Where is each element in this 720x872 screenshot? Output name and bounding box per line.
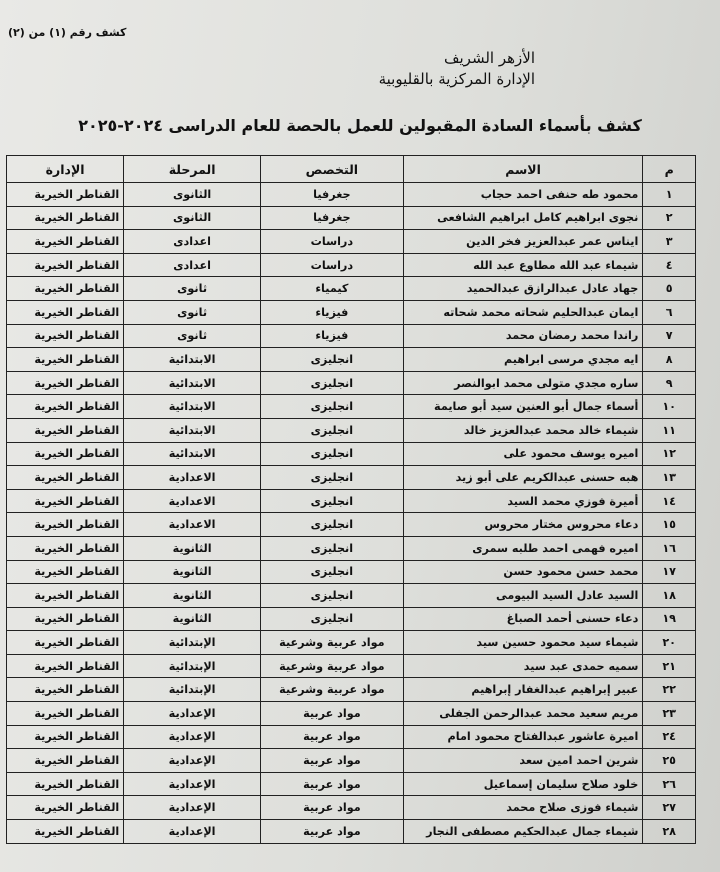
row-name: السيد عادل السيد البيومى bbox=[403, 584, 643, 608]
row-name: اميرة عاشور عبدالفتاح محمود امام bbox=[403, 725, 643, 749]
row-administration: القناطر الخيرية bbox=[7, 749, 124, 773]
table-row bbox=[7, 584, 696, 608]
row-administration: القناطر الخيرية bbox=[7, 230, 124, 254]
row-specialty: انجليزى bbox=[260, 466, 403, 490]
row-stage: الاعدادية bbox=[124, 513, 261, 537]
row-name: خلود صلاح سليمان إسماعيل bbox=[403, 772, 643, 796]
row-specialty: دراسات bbox=[260, 253, 403, 277]
row-stage: الثانوية bbox=[124, 560, 261, 584]
row-number: ٢٣ bbox=[643, 702, 696, 726]
row-name: أسماء جمال أبو العنين سيد أبو صايمة bbox=[403, 395, 643, 419]
row-number: ١٨ bbox=[643, 584, 696, 608]
row-stage: الإبتدائية bbox=[124, 631, 261, 655]
table-row bbox=[7, 395, 696, 419]
row-specialty: انجليزى bbox=[260, 584, 403, 608]
row-number: ٦ bbox=[643, 300, 696, 324]
row-name: ايه مجدي مرسى ابراهيم bbox=[403, 348, 643, 372]
row-name: هبه حسنى عبدالكريم على أبو زيد bbox=[403, 466, 643, 490]
row-name: مريم سعيد محمد عبدالرحمن الجفلى bbox=[403, 702, 643, 726]
row-administration: القناطر الخيرية bbox=[7, 725, 124, 749]
row-administration: القناطر الخيرية bbox=[7, 820, 124, 844]
row-name: نجوى ابراهيم كامل ابراهيم الشافعى bbox=[403, 206, 643, 230]
row-name: ايناس عمر عبدالعزيز فخر الدين bbox=[403, 230, 643, 254]
row-name: اميره فهمى احمد طلبه سمرى bbox=[403, 536, 643, 560]
row-stage: الإعدادية bbox=[124, 796, 261, 820]
row-specialty: جغرفيا bbox=[260, 183, 403, 207]
row-stage: الثانوى bbox=[124, 206, 261, 230]
table-row bbox=[7, 513, 696, 537]
row-name: دعاء محروس مختار محروس bbox=[403, 513, 643, 537]
row-stage: الثانوى bbox=[124, 183, 261, 207]
table-row bbox=[7, 560, 696, 584]
row-number: ٢٥ bbox=[643, 749, 696, 773]
table-row bbox=[7, 253, 696, 277]
roster-table bbox=[6, 155, 696, 844]
row-number: ٨ bbox=[643, 348, 696, 372]
header-specialty: التخصص bbox=[260, 156, 403, 183]
row-stage: الإعدادية bbox=[124, 820, 261, 844]
table-row bbox=[7, 206, 696, 230]
row-specialty: انجليزى bbox=[260, 536, 403, 560]
table-row bbox=[7, 725, 696, 749]
row-specialty: انجليزى bbox=[260, 513, 403, 537]
row-administration: القناطر الخيرية bbox=[7, 206, 124, 230]
row-stage: ثانوى bbox=[124, 300, 261, 324]
row-administration: القناطر الخيرية bbox=[7, 654, 124, 678]
row-specialty: مواد عربية bbox=[260, 772, 403, 796]
row-number: ١٩ bbox=[643, 607, 696, 631]
row-stage: الإعدادية bbox=[124, 702, 261, 726]
row-number: ٥ bbox=[643, 277, 696, 301]
header-administration: الإدارة bbox=[7, 156, 124, 183]
row-stage: الاعدادية bbox=[124, 466, 261, 490]
table-row bbox=[7, 371, 696, 395]
table-row bbox=[7, 772, 696, 796]
row-specialty: انجليزى bbox=[260, 442, 403, 466]
organization-header bbox=[379, 48, 535, 90]
table-header-row bbox=[7, 156, 696, 183]
row-name: جهاد عادل عبدالرازق عبدالحميد bbox=[403, 277, 643, 301]
row-administration: القناطر الخيرية bbox=[7, 772, 124, 796]
row-specialty: دراسات bbox=[260, 230, 403, 254]
row-number: ٢٠ bbox=[643, 631, 696, 655]
row-number: ١٣ bbox=[643, 466, 696, 490]
row-stage: الابتدائية bbox=[124, 395, 261, 419]
table-body bbox=[7, 183, 696, 844]
row-administration: القناطر الخيرية bbox=[7, 442, 124, 466]
row-number: ١٠ bbox=[643, 395, 696, 419]
row-name: عبير إبراهيم عبدالغفار إبراهيم bbox=[403, 678, 643, 702]
row-stage: الإعدادية bbox=[124, 772, 261, 796]
row-specialty: مواد عربية bbox=[260, 725, 403, 749]
table-row bbox=[7, 631, 696, 655]
row-administration: القناطر الخيرية bbox=[7, 678, 124, 702]
row-stage: الابتدائية bbox=[124, 442, 261, 466]
table-row bbox=[7, 489, 696, 513]
row-administration: القناطر الخيرية bbox=[7, 395, 124, 419]
row-specialty: كيمياء bbox=[260, 277, 403, 301]
row-number: ٢٧ bbox=[643, 796, 696, 820]
table-row bbox=[7, 796, 696, 820]
row-name: سميه حمدى عبد سيد bbox=[403, 654, 643, 678]
row-specialty: مواد عربية وشرعية bbox=[260, 654, 403, 678]
table-row bbox=[7, 749, 696, 773]
row-specialty: مواد عربية bbox=[260, 820, 403, 844]
row-stage: الثانوية bbox=[124, 536, 261, 560]
table-row bbox=[7, 536, 696, 560]
row-administration: القناطر الخيرية bbox=[7, 466, 124, 490]
row-stage: ثانوى bbox=[124, 277, 261, 301]
table-row bbox=[7, 183, 696, 207]
row-name: شيماء جمال عبدالحكيم مصطفى النجار bbox=[403, 820, 643, 844]
table-row bbox=[7, 820, 696, 844]
table-row bbox=[7, 466, 696, 490]
row-administration: القناطر الخيرية bbox=[7, 253, 124, 277]
row-specialty: جغرفيا bbox=[260, 206, 403, 230]
table-row bbox=[7, 348, 696, 372]
row-name: ايمان عبدالحليم شحاته محمد شحاته bbox=[403, 300, 643, 324]
row-number: ٢ bbox=[643, 206, 696, 230]
row-stage: الابتدائية bbox=[124, 418, 261, 442]
row-specialty: انجليزى bbox=[260, 395, 403, 419]
row-number: ١٤ bbox=[643, 489, 696, 513]
row-number: ١١ bbox=[643, 418, 696, 442]
table-row bbox=[7, 230, 696, 254]
row-number: ٢٨ bbox=[643, 820, 696, 844]
table-row bbox=[7, 324, 696, 348]
row-specialty: انجليزى bbox=[260, 560, 403, 584]
row-specialty: انجليزى bbox=[260, 418, 403, 442]
row-administration: القناطر الخيرية bbox=[7, 300, 124, 324]
row-number: ٣ bbox=[643, 230, 696, 254]
row-name: شيماء عبد الله مطاوع عبد الله bbox=[403, 253, 643, 277]
row-name: شيماء خالد محمد عبدالعزيز خالد bbox=[403, 418, 643, 442]
table-row bbox=[7, 654, 696, 678]
header-name: الاسم bbox=[403, 156, 643, 183]
row-specialty: انجليزى bbox=[260, 371, 403, 395]
row-number: ٧ bbox=[643, 324, 696, 348]
row-specialty: مواد عربية bbox=[260, 749, 403, 773]
row-number: ٩ bbox=[643, 371, 696, 395]
sheet-number: كشف رقم (١) من (٢) bbox=[8, 26, 127, 39]
row-number: ٢٢ bbox=[643, 678, 696, 702]
table-row bbox=[7, 607, 696, 631]
row-stage: الابتدائية bbox=[124, 371, 261, 395]
row-specialty: انجليزى bbox=[260, 348, 403, 372]
row-administration: القناطر الخيرية bbox=[7, 277, 124, 301]
row-specialty: مواد عربية bbox=[260, 796, 403, 820]
row-stage: الثانوية bbox=[124, 584, 261, 608]
row-name: راندا محمد رمضان محمد bbox=[403, 324, 643, 348]
row-number: ٢٦ bbox=[643, 772, 696, 796]
row-number: ١٦ bbox=[643, 536, 696, 560]
row-administration: القناطر الخيرية bbox=[7, 489, 124, 513]
row-stage: اعدادى bbox=[124, 230, 261, 254]
row-specialty: فيزياء bbox=[260, 300, 403, 324]
row-number: ٤ bbox=[643, 253, 696, 277]
table-row bbox=[7, 442, 696, 466]
row-name: شيماء سيد محمود حسين سيد bbox=[403, 631, 643, 655]
row-name: أميرة فوزي محمد السيد bbox=[403, 489, 643, 513]
row-administration: القناطر الخيرية bbox=[7, 584, 124, 608]
row-stage: الإبتدائية bbox=[124, 678, 261, 702]
row-number: ١ bbox=[643, 183, 696, 207]
table-row bbox=[7, 702, 696, 726]
row-specialty: انجليزى bbox=[260, 489, 403, 513]
row-administration: القناطر الخيرية bbox=[7, 348, 124, 372]
row-specialty: انجليزى bbox=[260, 607, 403, 631]
row-specialty: مواد عربية وشرعية bbox=[260, 678, 403, 702]
row-administration: القناطر الخيرية bbox=[7, 536, 124, 560]
row-administration: القناطر الخيرية bbox=[7, 560, 124, 584]
row-number: ٢٤ bbox=[643, 725, 696, 749]
row-name: محمود طه حنفى احمد حجاب bbox=[403, 183, 643, 207]
row-administration: القناطر الخيرية bbox=[7, 324, 124, 348]
row-administration: القناطر الخيرية bbox=[7, 513, 124, 537]
row-stage: الإعدادية bbox=[124, 749, 261, 773]
row-specialty: مواد عربية وشرعية bbox=[260, 631, 403, 655]
row-name: دعاء حسنى أحمد الصباغ bbox=[403, 607, 643, 631]
row-administration: القناطر الخيرية bbox=[7, 702, 124, 726]
row-specialty: مواد عربية bbox=[260, 702, 403, 726]
row-stage: اعدادى bbox=[124, 253, 261, 277]
row-specialty: فيزياء bbox=[260, 324, 403, 348]
row-administration: القناطر الخيرية bbox=[7, 418, 124, 442]
row-administration: القناطر الخيرية bbox=[7, 183, 124, 207]
row-name: شرين احمد امين سعد bbox=[403, 749, 643, 773]
row-administration: القناطر الخيرية bbox=[7, 796, 124, 820]
row-stage: ثانوى bbox=[124, 324, 261, 348]
row-number: ١٥ bbox=[643, 513, 696, 537]
row-stage: الإعدادية bbox=[124, 725, 261, 749]
row-number: ١٢ bbox=[643, 442, 696, 466]
table-row bbox=[7, 277, 696, 301]
row-number: ٢١ bbox=[643, 654, 696, 678]
row-stage: الإبتدائية bbox=[124, 654, 261, 678]
row-administration: القناطر الخيرية bbox=[7, 631, 124, 655]
row-administration: القناطر الخيرية bbox=[7, 371, 124, 395]
row-stage: الاعدادية bbox=[124, 489, 261, 513]
row-name: اميره يوسف محمود على bbox=[403, 442, 643, 466]
document-title: كشف بأسماء السادة المقبولين للعمل بالحصة للعام الدراسى ٢٠٢٤-٢٠٢٥ bbox=[78, 116, 642, 135]
table-row bbox=[7, 678, 696, 702]
row-stage: الثانوية bbox=[124, 607, 261, 631]
header-stage: المرحلة bbox=[124, 156, 261, 183]
row-number: ١٧ bbox=[643, 560, 696, 584]
row-name: محمد حسن محمود حسن bbox=[403, 560, 643, 584]
row-stage: الابتدائية bbox=[124, 348, 261, 372]
org-line-1: الأزهر الشريف bbox=[443, 49, 535, 67]
table-row bbox=[7, 418, 696, 442]
org-line-2: الإدارة المركزية بالقليوبية bbox=[378, 70, 535, 88]
row-administration: القناطر الخيرية bbox=[7, 607, 124, 631]
table-row bbox=[7, 300, 696, 324]
row-name: ساره مجدي متولى محمد ابوالنصر bbox=[403, 371, 643, 395]
row-name: شيماء فوزى صلاح محمد bbox=[403, 796, 643, 820]
header-number: م bbox=[643, 156, 696, 183]
